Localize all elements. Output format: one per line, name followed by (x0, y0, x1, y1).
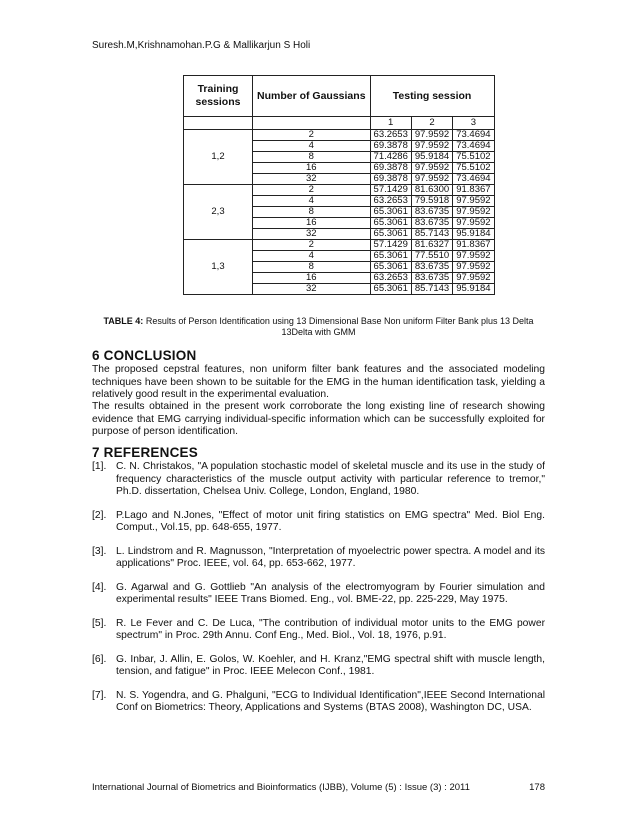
results-table (183, 75, 495, 295)
accuracy-cell: 97.9592 (453, 196, 494, 207)
gaussians-cell: 8 (253, 207, 371, 218)
gaussians-cell: 2 (253, 240, 371, 251)
reference-text: L. Lindstrom and R. Magnusson, "Interpretation of myoelectric power spectra. A model and its applications" Proc. IEEE, vol. 64, pp. 653-662, 1977. (116, 545, 545, 569)
accuracy-cell: 65.3061 (370, 262, 411, 273)
accuracy-cell: 63.2653 (370, 273, 411, 284)
accuracy-cell: 97.9592 (411, 174, 452, 185)
training-session-label: 1,3 (184, 240, 253, 295)
accuracy-cell: 73.4694 (453, 141, 494, 152)
accuracy-cell: 97.9592 (453, 218, 494, 229)
gaussians-cell: 16 (253, 218, 371, 229)
accuracy-cell: 83.6735 (411, 262, 452, 273)
accuracy-cell: 97.9592 (411, 141, 452, 152)
accuracy-cell: 97.9592 (453, 251, 494, 262)
reference-item (92, 546, 545, 571)
gaussians-header: Number of Gaussians (253, 76, 371, 117)
reference-text: G. Agarwal and G. Gottlieb "An analysis of the electromyogram by Fourier simulation and experimental results" IEEE Trans Biomed. Eng., vol. BME-22, pp. 225-229, May 1975. (116, 581, 545, 605)
training-session-label: 1,2 (184, 130, 253, 185)
references-heading: 7 REFERENCES (92, 445, 198, 460)
accuracy-cell: 65.3061 (370, 218, 411, 229)
gaussians-cell: 4 (253, 141, 371, 152)
accuracy-cell: 97.9592 (453, 262, 494, 273)
accuracy-cell: 73.4694 (453, 174, 494, 185)
accuracy-cell: 85.7143 (411, 284, 452, 295)
caption-label: TABLE 4: (103, 316, 144, 326)
accuracy-cell: 75.5102 (453, 152, 494, 163)
conclusion-heading: 6 CONCLUSION (92, 348, 197, 363)
reference-item (92, 582, 545, 607)
training-sessions-header: Training sessions (184, 76, 253, 117)
table-row (184, 130, 495, 141)
training-session-label: 2,3 (184, 185, 253, 240)
accuracy-cell: 95.9184 (411, 152, 452, 163)
gaussians-cell: 32 (253, 229, 371, 240)
accuracy-cell: 73.4694 (453, 130, 494, 141)
gaussians-cell: 4 (253, 251, 371, 262)
gaussians-cell: 32 (253, 284, 371, 295)
reference-item (92, 690, 545, 715)
gaussians-cell: 8 (253, 152, 371, 163)
accuracy-cell: 79.5918 (411, 196, 452, 207)
accuracy-cell: 69.3878 (370, 174, 411, 185)
reference-item (92, 461, 545, 499)
gaussians-cell: 16 (253, 273, 371, 284)
session-1-header: 1 (370, 117, 411, 130)
gaussians-cell: 32 (253, 174, 371, 185)
testing-session-header: Testing session (370, 76, 494, 117)
reference-text: N. S. Yogendra, and G. Phalguni, "ECG to Individual Identification",IEEE Second International Conf on Biometrics: Theory, Applications and Systems (BTAS 2008), Washington DC, USA. (116, 689, 545, 713)
accuracy-cell: 81.6300 (411, 185, 452, 196)
accuracy-cell: 65.3061 (370, 284, 411, 295)
accuracy-cell: 83.6735 (411, 273, 452, 284)
accuracy-cell: 63.2653 (370, 196, 411, 207)
caption-text: Results of Person Identification using 13 Dimensional Base Non uniform Filter Bank plus 13 Delta 13Delta with GMM (143, 316, 534, 337)
reference-text: C. N. Christakos, "A population stochastic model of skeletal muscle and its use in the study of frequency characteristics of the muscle output activity with particular reference to tremor," Ph.D. dissertation, Chelsea Univ. College, London, England, 1980. (116, 461, 545, 497)
accuracy-cell: 91.8367 (453, 240, 494, 251)
accuracy-cell: 69.3878 (370, 141, 411, 152)
accuracy-cell: 75.5102 (453, 163, 494, 174)
accuracy-cell: 97.9592 (411, 130, 452, 141)
conclusion-paragraph-2: The results obtained in the present work corroborate the long existing line of research showing evidence that EMG carrying individual-specific information which can be successfully exploited for purpose of person identification. (92, 401, 545, 437)
session-2-header: 2 (411, 117, 452, 130)
accuracy-cell: 83.6735 (411, 207, 452, 218)
table-header-row (184, 76, 495, 117)
accuracy-cell: 97.9592 (411, 163, 452, 174)
accuracy-cell: 95.9184 (453, 284, 494, 295)
gaussians-cell: 4 (253, 196, 371, 207)
reference-item (92, 654, 545, 679)
gaussians-cell: 2 (253, 130, 371, 141)
results-table-body (184, 130, 495, 295)
running-header: Suresh.M,Krishnamohan.P.G & Mallikarjun S Holi (92, 40, 311, 51)
reference-item (92, 510, 545, 535)
reference-number: [5]. (92, 617, 107, 629)
accuracy-cell: 95.9184 (453, 229, 494, 240)
reference-text: P.Lago and N.Jones, "Effect of motor unit firing statistics on EMG spectra" Med. Biol Eng. Comput., Vol.15, pp. 648-655, 1977. (116, 509, 545, 533)
gaussians-cell: 16 (253, 163, 371, 174)
session-number-row (184, 117, 495, 130)
accuracy-cell: 57.1429 (370, 185, 411, 196)
accuracy-cell: 63.2653 (370, 130, 411, 141)
reference-number: [3]. (92, 545, 107, 557)
accuracy-cell: 71.4286 (370, 152, 411, 163)
reference-text: G. Inbar, J. Allin, E. Golos, W. Koehler, and H. Kranz,"EMG spectral shift with muscle length, tension, and fatigue" in Proc. IEEE Melecon Conf., 1981. (116, 653, 545, 677)
reference-number: [4]. (92, 581, 107, 593)
reference-number: [6]. (92, 653, 107, 665)
empty-cell (184, 117, 253, 130)
reference-text: R. Le Fever and C. De Luca, "The contribution of individual motor units to the EMG power spectrum" in Proc. 29th Annu. Conf Eng., Med. Biol., Vol. 18, 1976, p.91. (116, 617, 545, 641)
footer-journal: International Journal of Biometrics and Bioinformatics (IJBB), Volume (5) : Issue (3) : 2011 (92, 782, 470, 793)
page-footer (92, 782, 545, 793)
table-caption (92, 316, 545, 338)
accuracy-cell: 65.3061 (370, 207, 411, 218)
accuracy-cell: 97.9592 (453, 207, 494, 218)
references-list (92, 461, 545, 726)
reference-number: [7]. (92, 689, 107, 701)
accuracy-cell: 97.9592 (453, 273, 494, 284)
session-3-header: 3 (453, 117, 494, 130)
table-row (184, 185, 495, 196)
accuracy-cell: 81.6327 (411, 240, 452, 251)
gaussians-cell: 2 (253, 185, 371, 196)
conclusion-paragraph-1: The proposed cepstral features, non uniform filter bank features and the associated modeling techniques have been shown to be suitable for the EMG in the human identification task, yielding a relatively good result in the experimental evaluation. (92, 364, 545, 400)
table-row (184, 240, 495, 251)
page-number: 178 (529, 782, 545, 793)
accuracy-cell: 85.7143 (411, 229, 452, 240)
empty-cell (253, 117, 371, 130)
reference-number: [1]. (92, 461, 107, 472)
accuracy-cell: 77.5510 (411, 251, 452, 262)
accuracy-cell: 65.3061 (370, 229, 411, 240)
accuracy-cell: 65.3061 (370, 251, 411, 262)
gaussians-cell: 8 (253, 262, 371, 273)
accuracy-cell: 83.6735 (411, 218, 452, 229)
reference-number: [2]. (92, 509, 107, 521)
accuracy-cell: 57.1429 (370, 240, 411, 251)
accuracy-cell: 91.8367 (453, 185, 494, 196)
reference-item (92, 618, 545, 643)
accuracy-cell: 69.3878 (370, 163, 411, 174)
